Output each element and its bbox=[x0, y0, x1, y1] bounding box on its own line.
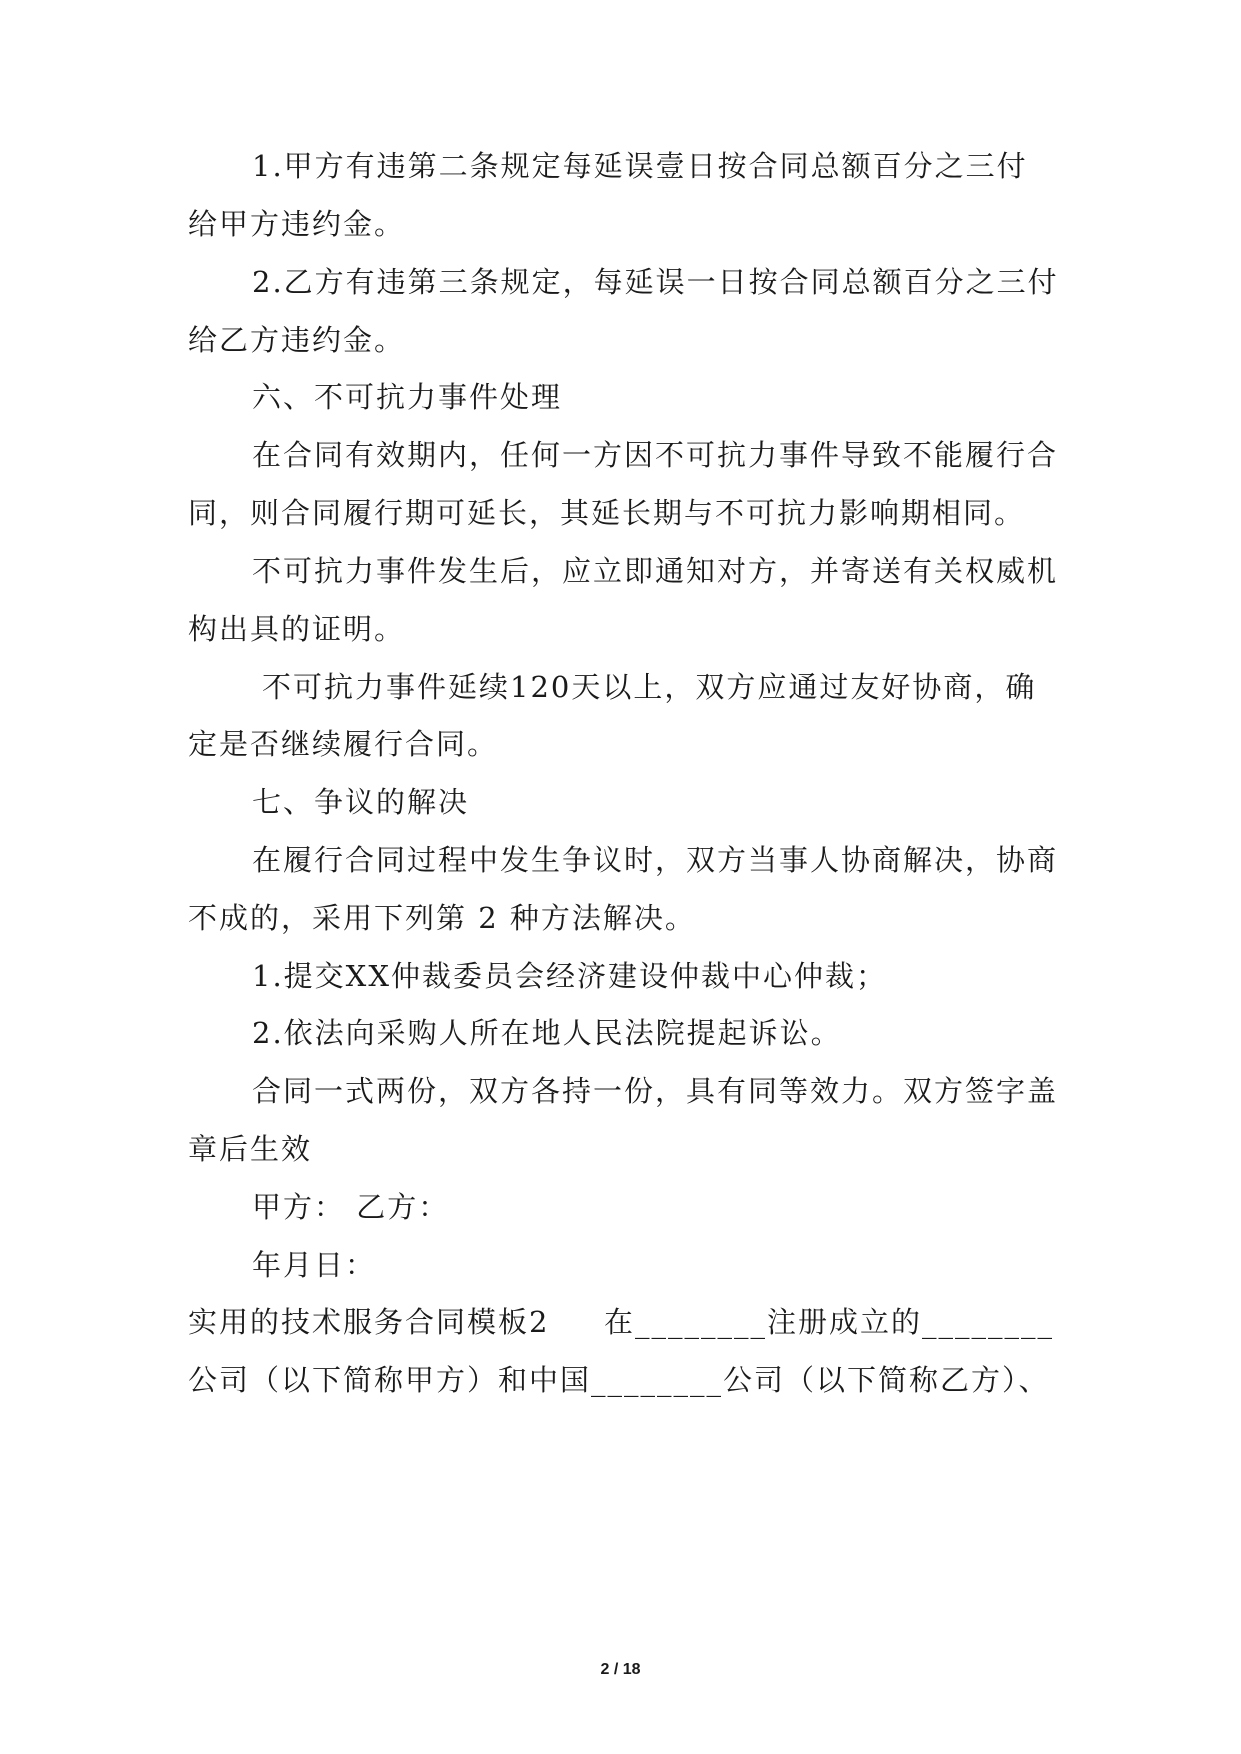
section-heading: 六、不可抗力事件处理 bbox=[252, 380, 563, 414]
paragraph-line: 不可抗力事件发生后，应立即通知对方，并寄送有关权威机 bbox=[252, 554, 1059, 588]
signature-line: 甲方： 乙方： bbox=[252, 1190, 450, 1224]
paragraph-line: 不可抗力事件延续120天以上，双方应通过友好协商，确 bbox=[262, 670, 1037, 704]
section-heading: 七、争议的解决 bbox=[252, 785, 470, 819]
paragraph-line: 章后生效 bbox=[188, 1132, 313, 1166]
paragraph-line: 2.依法向采购人所在地人民法院提起诉讼。 bbox=[252, 1016, 842, 1050]
paragraph-line: 定是否继续履行合同。 bbox=[188, 727, 499, 761]
template-title-row bbox=[188, 1302, 1054, 1342]
paragraph-line: 2.乙方有违第三条规定，每延误一日按合同总额百分之三付 bbox=[252, 265, 1059, 299]
paragraph-line: 构出具的证明。 bbox=[188, 612, 406, 646]
paragraph-line: 合同一式两份，双方各持一份，具有同等效力。双方签字盖 bbox=[252, 1074, 1059, 1108]
page-number: 2 / 18 bbox=[600, 1661, 641, 1678]
paragraph-line: 在合同有效期内，任何一方因不可抗力事件导致不能履行合 bbox=[252, 438, 1059, 472]
paragraph-line: 1.提交XX仲裁委员会经济建设仲裁中心仲裁； bbox=[252, 959, 887, 993]
date-line: 年月日： bbox=[252, 1248, 377, 1282]
paragraph-line: 给乙方违约金。 bbox=[188, 323, 406, 357]
template-title: 实用的技术服务合同模板2 bbox=[188, 1305, 550, 1339]
paragraph-line: 在履行合同过程中发生争议时，双方当事人协商解决，协商 bbox=[252, 843, 1059, 877]
paragraph-line: 不成的，采用下列第 2 种方法解决。 bbox=[188, 901, 696, 935]
paragraph-line: 同，则合同履行期可延长，其延长期与不可抗力影响期相同。 bbox=[188, 496, 1026, 530]
paragraph-line: 公司（以下简称甲方）和中国________公司（以下简称乙方）、 bbox=[188, 1363, 1050, 1397]
paragraph-line: 1.甲方有违第二条规定每延误壹日按合同总额百分之三付 bbox=[252, 149, 1028, 183]
registration-text: 在________注册成立的________ bbox=[603, 1305, 1054, 1339]
paragraph-line: 给甲方违约金。 bbox=[188, 207, 406, 241]
